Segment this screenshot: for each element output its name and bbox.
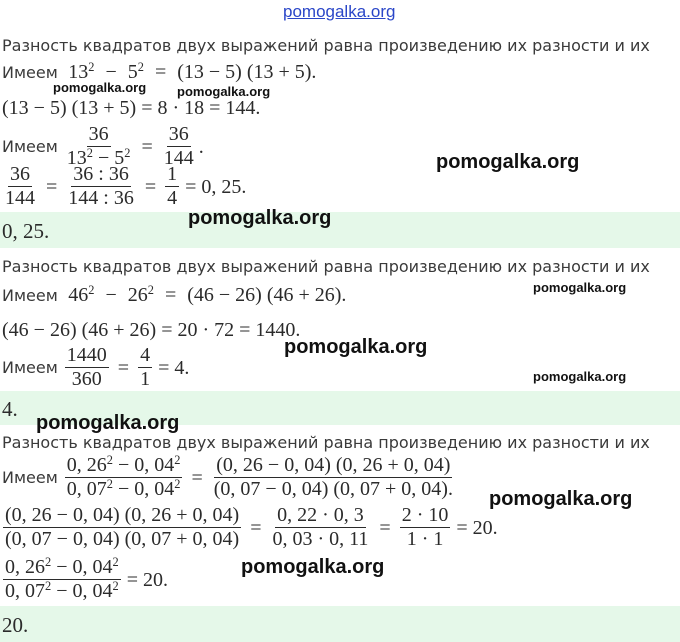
answer-2: 4.: [2, 397, 18, 421]
p3-line-3: $\frac{0, 26^2 - 0, 04^2}{0, 07^2 - 0, 04^2}$ = 20.: [5, 555, 168, 602]
p3-line-1: Имеем $\frac{0, 26^2 - 0, 04^2}{0, 07^2 - 0, 04^2}$ = $\frac{(0, 26 - 0, 04) (0, 26 + 0, 04)}{(0, 07 - 0, 04) (0, 07 + 0, 04).}$: [2, 453, 453, 500]
fraction: $\frac{0, 26^2 - 0, 04^2}{0, 07^2 - 0, 04^2}$: [66, 453, 181, 500]
intro-label: Имеем: [2, 358, 58, 377]
answer-bar-3: [0, 606, 680, 642]
intro-label: Имеем: [2, 286, 58, 305]
watermark: pomogalka.org: [188, 207, 332, 229]
fraction: $\frac{(0, 26 - 0, 04) (0, 26 + 0, 04)}{(0, 07 - 0, 04) (0, 07 + 0, 04).}$: [213, 454, 453, 500]
watermark: pomogalka.org: [533, 280, 627, 295]
p2-line-1: Имеем $46^2 - 26^2 = (46 - 26) (46 + 26)$.: [2, 283, 347, 306]
answer-bar-1: [0, 212, 680, 248]
fraction: $\frac{36}{13^2 - 5^2}$: [66, 123, 131, 169]
p1-line-2: (13 − 5) (13 + 5) = 8 · 18 = 144.: [2, 97, 261, 119]
fraction: $\frac{36}{144}$: [5, 164, 35, 209]
fraction: $\frac{36 : 36}{144 : 36}$: [68, 164, 134, 209]
site-link[interactable]: pomogalka.org: [283, 2, 396, 21]
watermark: pomogalka.org: [36, 412, 180, 434]
intro-label: Имеем: [2, 63, 58, 82]
fraction: $\frac{(0, 26 - 0, 04) (0, 26 + 0, 04)}{(0, 07 - 0, 04) (0, 07 + 0, 04)}$: [5, 504, 240, 550]
watermark: pomogalka.org: [241, 556, 385, 578]
intro-label: Имеем: [2, 468, 58, 487]
p2-line-2: (46 − 26) (46 + 26) = 20 · 72 = 1440.: [2, 319, 301, 341]
watermark: pomogalka.org: [489, 488, 633, 510]
p1-line-3: Имеем $\frac{36}{13^2 - 5^2}$ = $\frac{36}{144}$ .: [2, 123, 204, 169]
p3-line-2: $\frac{(0, 26 - 0, 04) (0, 26 + 0, 04)}{(0, 07 - 0, 04) (0, 07 + 0, 04)}$ = $\frac{0, 22 \cdot 0, 3}{0, 03 \cdot 0, 11}$ = $\frac{2 \cdot 10}{1 \cdot 1}$ = 20.: [5, 504, 498, 550]
answer-3: 20.: [2, 613, 29, 637]
p1-line-4: $\frac{36}{144}$ = $\frac{36 : 36}{144 : 36}$ = $\frac{1}{4}$ = 0, 25.: [5, 164, 247, 209]
watermark: pomogalka.org: [177, 84, 271, 99]
fraction: $\frac{1440}{360}$: [66, 345, 107, 390]
fraction: $\frac{36}{144}$: [163, 123, 194, 169]
intro-label: Имеем: [2, 137, 58, 156]
watermark: pomogalka.org: [436, 151, 580, 173]
p2-line-3: Имеем $\frac{1440}{360}$ = $\frac{4}{1}$ = 4.: [2, 345, 190, 390]
p1-line-1: Имеем $13^2 - 5^2 = (13 - 5) (13 + 5)$.: [2, 60, 317, 83]
watermark: pomogalka.org: [53, 80, 147, 95]
rule-text-1: Разность квадратов двух выражений равна произведению их разности и их: [2, 36, 650, 55]
rule-text-2: Разность квадратов двух выражений равна произведению их разности и их: [2, 257, 650, 276]
watermark: pomogalka.org: [533, 369, 627, 384]
fraction: $\frac{2 \cdot 10}{1 \cdot 1}$: [401, 504, 449, 550]
fraction: $\frac{4}{1}$: [140, 345, 151, 390]
fraction: $\frac{1}{4}$: [167, 164, 178, 209]
fraction: $\frac{0, 22 \cdot 0, 3}{0, 03 \cdot 0, 11}$: [272, 504, 369, 550]
fraction: $\frac{0, 26^2 - 0, 04^2}{0, 07^2 - 0, 04^2}$: [5, 555, 119, 602]
watermark: pomogalka.org: [284, 336, 428, 358]
answer-1: 0, 25.: [2, 219, 50, 243]
rule-text-3: Разность квадратов двух выражений равна произведению их разности и их: [2, 433, 650, 452]
